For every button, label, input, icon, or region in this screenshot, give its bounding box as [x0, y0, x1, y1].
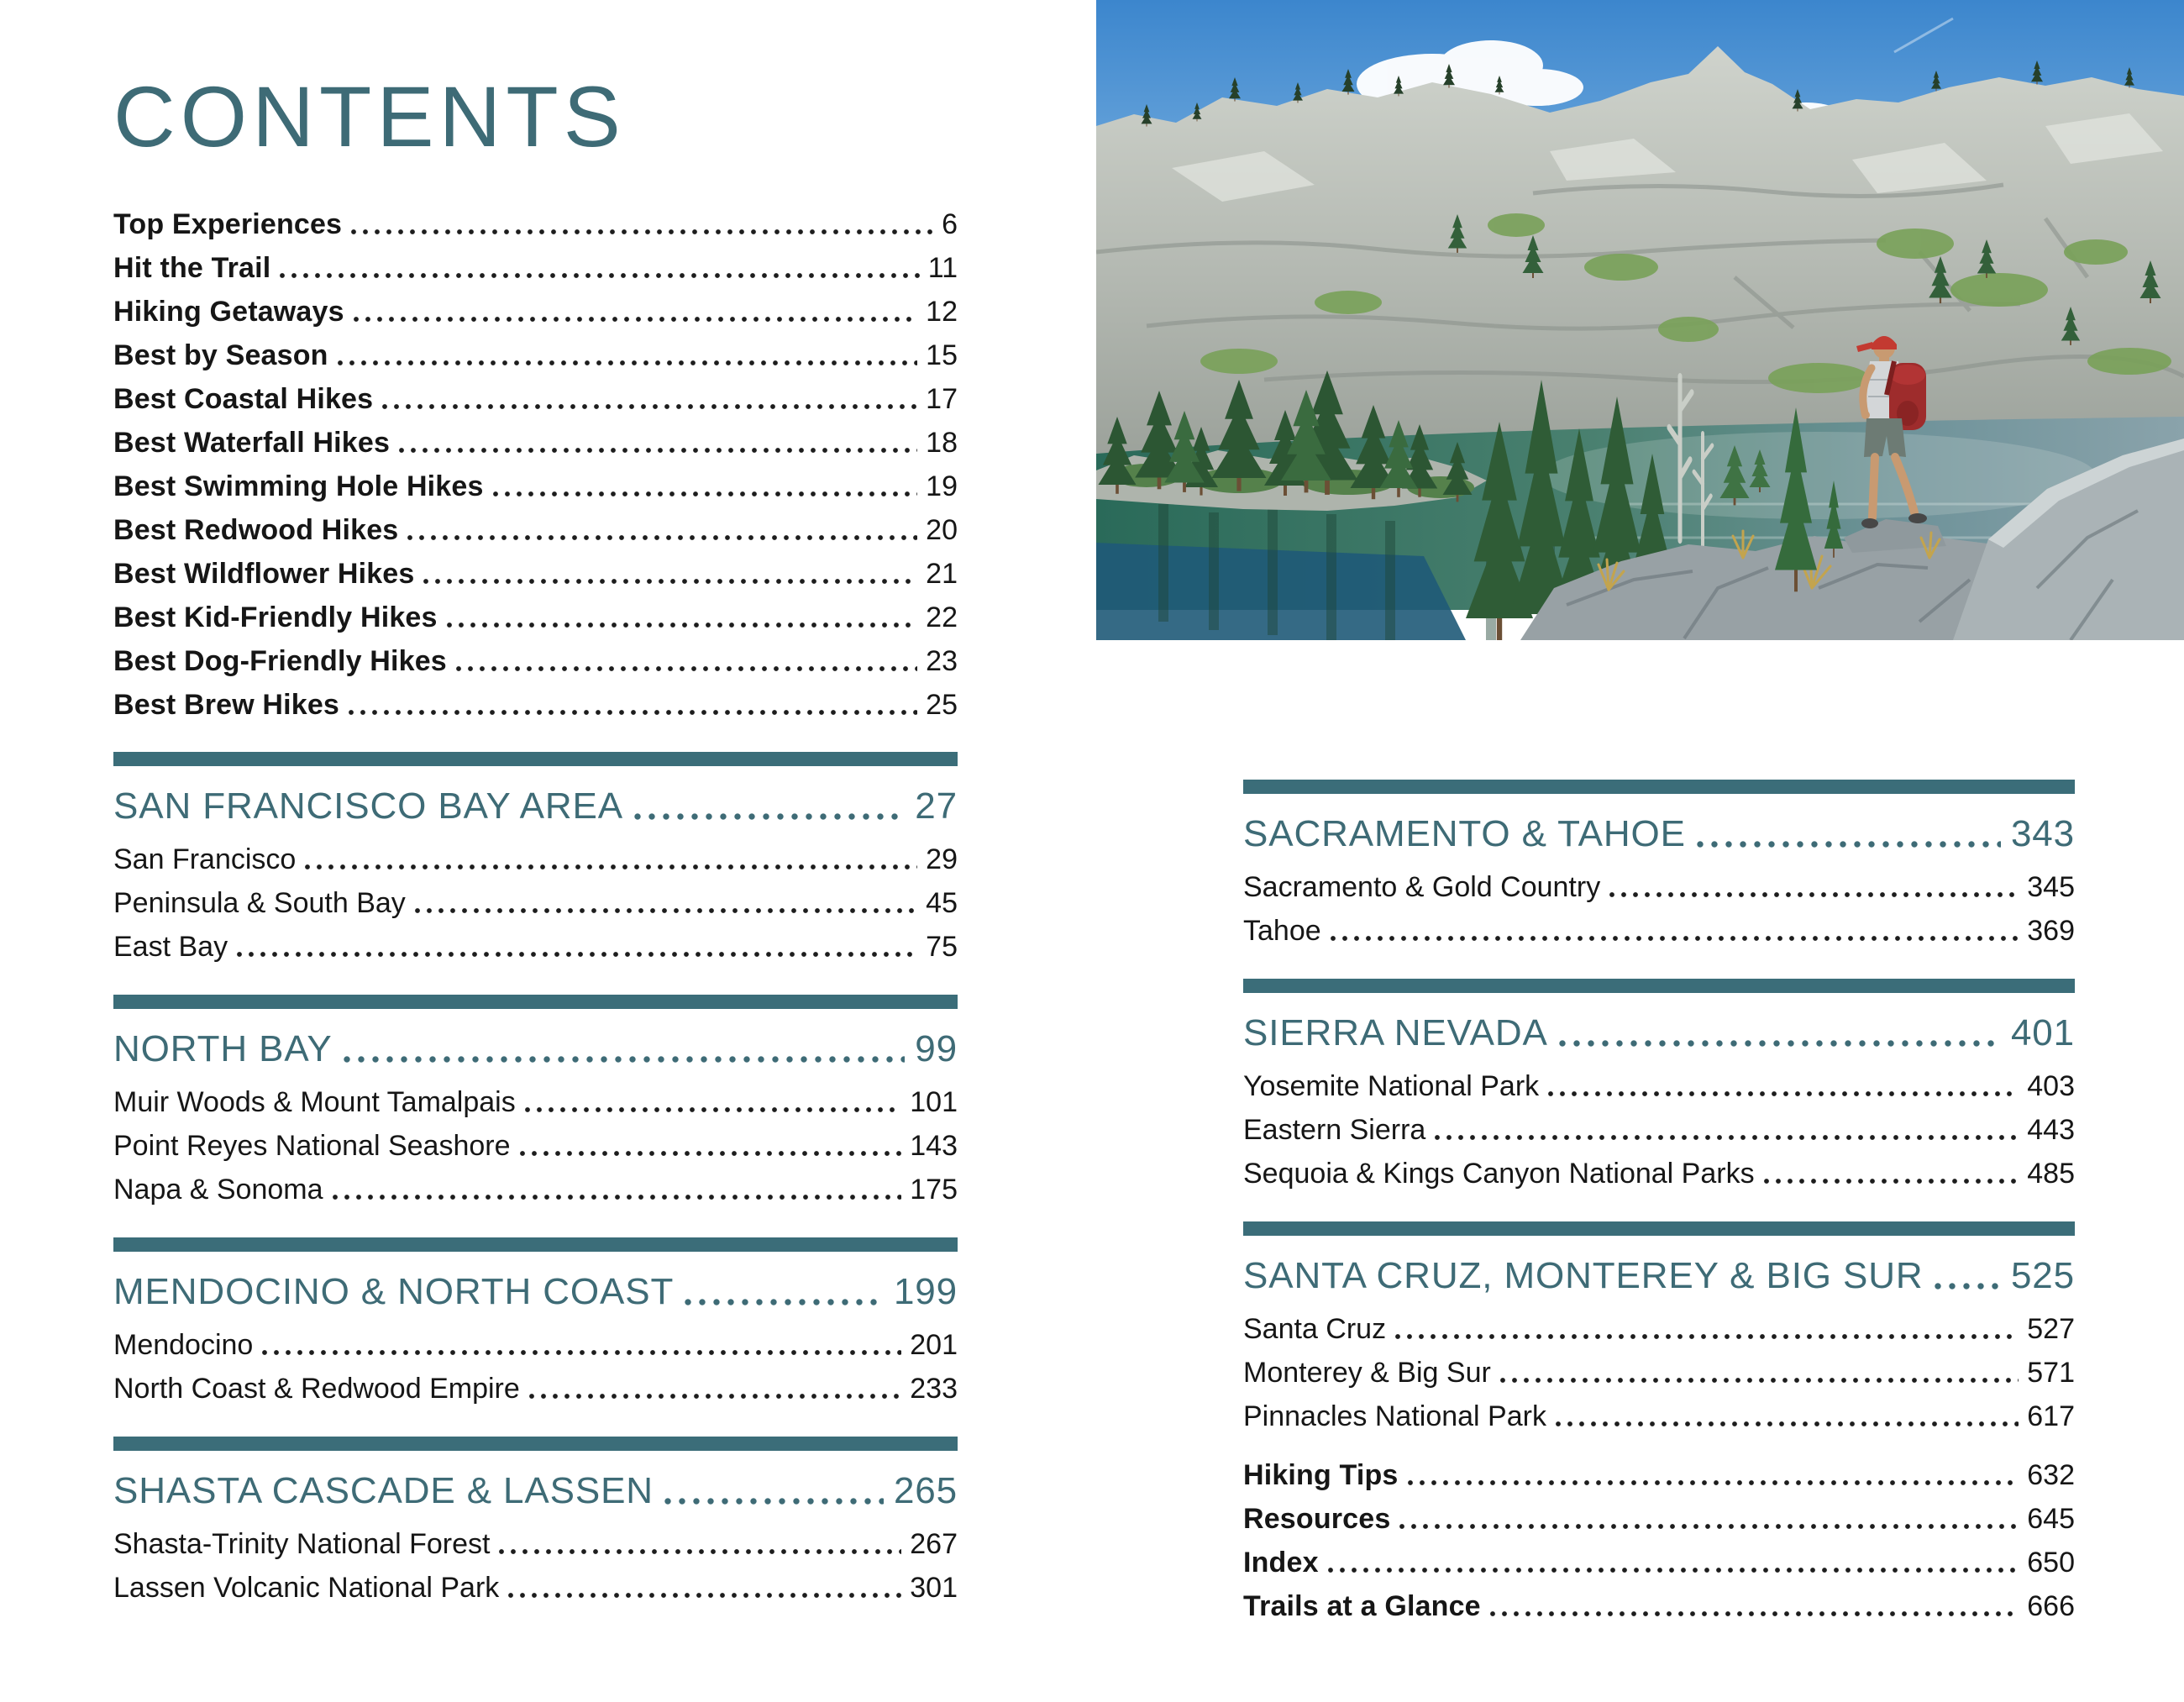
section-page: 199 [893, 1271, 958, 1313]
dot-leader [1330, 935, 2019, 942]
section-entries [113, 1078, 958, 1209]
toc-entry-page: 23 [926, 645, 958, 678]
dot-leader [1934, 1282, 2001, 1290]
section-page: 99 [915, 1028, 958, 1070]
dot-leader [1558, 1039, 2001, 1048]
dot-leader [1499, 1377, 2019, 1384]
toc-entry [113, 418, 958, 462]
toc-entry-label: Index [1243, 1547, 1319, 1579]
dot-leader [507, 1592, 901, 1599]
section-title: SHASTA CASCADE & LASSEN [113, 1470, 654, 1512]
toc-entry-page: 617 [2027, 1400, 2075, 1432]
dot-leader [236, 951, 917, 958]
toc-entry [113, 1078, 958, 1122]
toc-entry-page: 443 [2027, 1114, 2075, 1146]
toc-entry-page: 143 [910, 1130, 958, 1163]
toc-entry [113, 549, 958, 593]
toc-entry-page: 527 [2027, 1313, 2075, 1345]
right-sections [1243, 780, 2075, 1436]
toc-entry-page: 650 [2027, 1547, 2075, 1579]
toc-entry-page: 11 [927, 252, 958, 285]
toc-entry [113, 462, 958, 506]
toc-entry-label: Best by Season [113, 339, 328, 372]
toc-entry [113, 593, 958, 637]
toc-entry-page: 301 [910, 1572, 958, 1605]
toc-entry-label: Best Kid-Friendly Hikes [113, 601, 438, 634]
section-page: 27 [915, 785, 958, 827]
toc-entry-label: Best Wildflower Hikes [113, 558, 415, 591]
toc-entry-page: 645 [2027, 1503, 2075, 1535]
section-title: SACRAMENTO & TAHOE [1243, 813, 1686, 854]
toc-entry [113, 1165, 958, 1209]
photo-scene-svg [1096, 0, 2184, 640]
toc-entry [113, 680, 958, 724]
toc-entry-label: Muir Woods & Mount Tamalpais [113, 1086, 516, 1119]
toc-entry [1243, 1062, 2075, 1106]
section-page: 343 [2010, 813, 2075, 854]
section-header [113, 1026, 958, 1073]
toc-entry-page: 233 [910, 1373, 958, 1405]
toc-entry-label: Best Waterfall Hikes [113, 427, 391, 460]
toc-entry-page: 21 [926, 558, 958, 591]
section-page: 525 [2010, 1255, 2075, 1296]
section-entries [1243, 1305, 2075, 1436]
toc-entry-label: Best Swimming Hole Hikes [113, 470, 484, 503]
toc-entry-label: Hiking Tips [1243, 1459, 1399, 1491]
toc-entry [113, 922, 958, 966]
toc-entry-page: 18 [926, 427, 958, 460]
section-header [113, 1468, 958, 1515]
section-entries [113, 1321, 958, 1408]
toc-entry [113, 835, 958, 879]
toc-entry [113, 1364, 958, 1408]
toc-entry-label: Best Coastal Hikes [113, 383, 374, 416]
toc-entry-label: Pinnacles National Park [1243, 1400, 1546, 1432]
front-matter-list [113, 200, 958, 724]
toc-entry-page: 22 [926, 601, 958, 634]
dot-leader [492, 491, 918, 497]
toc-entry-label: Peninsula & South Bay [113, 887, 406, 920]
toc-entry [113, 879, 958, 922]
toc-entry [113, 637, 958, 680]
dot-leader [1407, 1479, 2019, 1486]
dot-leader [348, 709, 917, 716]
toc-entry [1243, 863, 2075, 906]
dot-leader [519, 1150, 902, 1157]
toc-entry [1243, 1149, 2075, 1193]
section-header [113, 1269, 958, 1316]
toc-entry-label: Best Dog-Friendly Hikes [113, 645, 447, 678]
toc-entry-label: Point Reyes National Seashore [113, 1130, 511, 1163]
toc-entry [113, 200, 958, 244]
dot-leader [353, 316, 918, 323]
toc-section [113, 1437, 958, 1607]
toc-entry-label: Shasta-Trinity National Forest [113, 1528, 491, 1561]
section-divider-bar [1243, 979, 2075, 993]
toc-entry-page: 345 [2027, 871, 2075, 903]
dot-leader [343, 1055, 906, 1064]
toc-entry-page: 29 [926, 843, 958, 876]
toc-entry-label: Resources [1243, 1503, 1391, 1535]
section-divider-bar [1243, 780, 2075, 794]
toc-entry-page: 17 [926, 383, 958, 416]
section-title: SANTA CRUZ, MONTEREY & BIG SUR [1243, 1255, 1924, 1296]
section-header [1243, 1253, 2075, 1300]
section-divider-bar [113, 995, 958, 1009]
toc-entry-page: 175 [910, 1174, 958, 1206]
dot-leader [1763, 1178, 2019, 1185]
toc-entry [1243, 1495, 2075, 1538]
toc-entry [113, 1563, 958, 1607]
toc-entry [1243, 1348, 2075, 1392]
toc-entry-page: 485 [2027, 1158, 2075, 1190]
toc-entry [1243, 1451, 2075, 1495]
toc-entry-page: 19 [926, 470, 958, 503]
toc-entry [1243, 1106, 2075, 1149]
dot-leader [423, 578, 917, 585]
section-title: NORTH BAY [113, 1028, 333, 1070]
toc-section [1243, 1221, 2075, 1436]
toc-entry-label: Top Experiences [113, 208, 343, 241]
toc-section [113, 752, 958, 966]
dot-leader [261, 1349, 901, 1356]
dot-leader [664, 1497, 884, 1505]
toc-entry-label: Best Brew Hikes [113, 689, 340, 722]
toc-entry-label: Trails at a Glance [1243, 1590, 1481, 1622]
toc-entry [1243, 1538, 2075, 1582]
section-divider-bar [113, 1237, 958, 1252]
toc-section [113, 995, 958, 1209]
toc-entry-page: 403 [2027, 1070, 2075, 1102]
toc-section [1243, 780, 2075, 950]
section-header [1243, 811, 2075, 858]
toc-entry [113, 1520, 958, 1563]
toc-entry [113, 244, 958, 287]
section-entries [113, 1520, 958, 1607]
toc-entry-page: 6 [942, 208, 958, 241]
right-column [1243, 752, 2075, 1626]
toc-entry-page: 12 [926, 296, 958, 328]
toc-entry [113, 287, 958, 331]
hero-photo [1096, 0, 2184, 640]
deep-water [1096, 543, 1466, 640]
toc-entry-page: 571 [2027, 1357, 2075, 1389]
section-divider-bar [113, 1437, 958, 1451]
dot-leader [498, 1548, 901, 1555]
toc-entry-label: Napa & Sonoma [113, 1174, 323, 1206]
toc-entry-label: Santa Cruz [1243, 1313, 1387, 1345]
toc-entry-page: 20 [926, 514, 958, 547]
toc-entry [113, 375, 958, 418]
toc-entry-label: Yosemite National Park [1243, 1070, 1540, 1102]
dot-leader [633, 812, 905, 821]
toc-entry-page: 632 [2027, 1459, 2075, 1491]
section-title: MENDOCINO & NORTH COAST [113, 1271, 675, 1313]
toc-entry-label: Hit the Trail [113, 252, 271, 285]
toc-entry [1243, 1305, 2075, 1348]
section-header [1243, 1010, 2075, 1057]
toc-entry-label: Lassen Volcanic National Park [113, 1572, 500, 1605]
toc-entry [113, 506, 958, 549]
dot-leader [1696, 840, 2001, 848]
toc-entry [113, 331, 958, 375]
toc-entry [1243, 1582, 2075, 1626]
dot-leader [1399, 1523, 2019, 1530]
toc-entry-page: 666 [2027, 1590, 2075, 1622]
left-column [113, 0, 958, 1607]
section-entries [113, 835, 958, 966]
dot-leader [684, 1298, 884, 1306]
toc-entry [113, 1321, 958, 1364]
dot-leader [1489, 1610, 2019, 1617]
section-divider-bar [1243, 1221, 2075, 1236]
dot-leader [407, 534, 917, 541]
dot-leader [279, 272, 919, 279]
dot-leader [1609, 891, 2019, 898]
dot-leader [337, 360, 918, 366]
dot-leader [446, 622, 918, 628]
toc-entry-label: Best Redwood Hikes [113, 514, 399, 547]
back-matter-list [1243, 1451, 2075, 1626]
toc-entry-label: Sequoia & Kings Canyon National Parks [1243, 1158, 1755, 1190]
toc-entry [1243, 1392, 2075, 1436]
toc-entry-label: Monterey & Big Sur [1243, 1357, 1491, 1389]
dot-leader [528, 1393, 901, 1400]
toc-entry-label: San Francisco [113, 843, 297, 876]
dot-leader [414, 907, 917, 914]
toc-entry-page: 267 [910, 1528, 958, 1561]
toc-entry-page: 201 [910, 1329, 958, 1362]
section-entries [1243, 1062, 2075, 1193]
dot-leader [524, 1106, 902, 1113]
toc-entry-page: 369 [2027, 915, 2075, 947]
toc-entry-label: Tahoe [1243, 915, 1321, 947]
section-title: SIERRA NEVADA [1243, 1012, 1548, 1053]
dot-leader [1547, 1090, 2019, 1097]
dot-leader [332, 1194, 902, 1200]
dot-leader [455, 665, 917, 672]
toc-entry-label: North Coast & Redwood Empire [113, 1373, 520, 1405]
toc-entry-page: 45 [926, 887, 958, 920]
dot-leader [1394, 1333, 2019, 1340]
section-header [113, 783, 958, 830]
dot-leader [1327, 1567, 2019, 1573]
section-page: 401 [2010, 1012, 2075, 1053]
dot-leader [304, 864, 917, 870]
section-divider-bar [113, 752, 958, 766]
section-page: 265 [893, 1470, 958, 1512]
toc-entry-page: 75 [926, 931, 958, 964]
toc-section [1243, 979, 2075, 1193]
section-entries [1243, 863, 2075, 950]
toc-entry [1243, 906, 2075, 950]
dot-leader [398, 447, 917, 454]
toc-entry-label: Eastern Sierra [1243, 1114, 1426, 1146]
toc-entry-page: 25 [926, 689, 958, 722]
toc-entry-page: 15 [926, 339, 958, 372]
page-title: CONTENTS [113, 69, 626, 165]
dot-leader [350, 229, 933, 235]
section-title: SAN FRANCISCO BAY AREA [113, 785, 624, 827]
dot-leader [381, 403, 917, 410]
toc-entry-label: Hiking Getaways [113, 296, 344, 328]
toc-entry-label: East Bay [113, 931, 228, 964]
toc-section [113, 1237, 958, 1408]
toc-entry-label: Mendocino [113, 1329, 254, 1362]
left-sections [113, 752, 958, 1607]
toc-entry [113, 1122, 958, 1165]
dot-leader [1434, 1134, 2019, 1141]
dot-leader [1555, 1421, 2019, 1427]
toc-entry-page: 101 [910, 1086, 958, 1119]
toc-entry-label: Sacramento & Gold Country [1243, 871, 1601, 903]
mountains [1096, 46, 2184, 470]
